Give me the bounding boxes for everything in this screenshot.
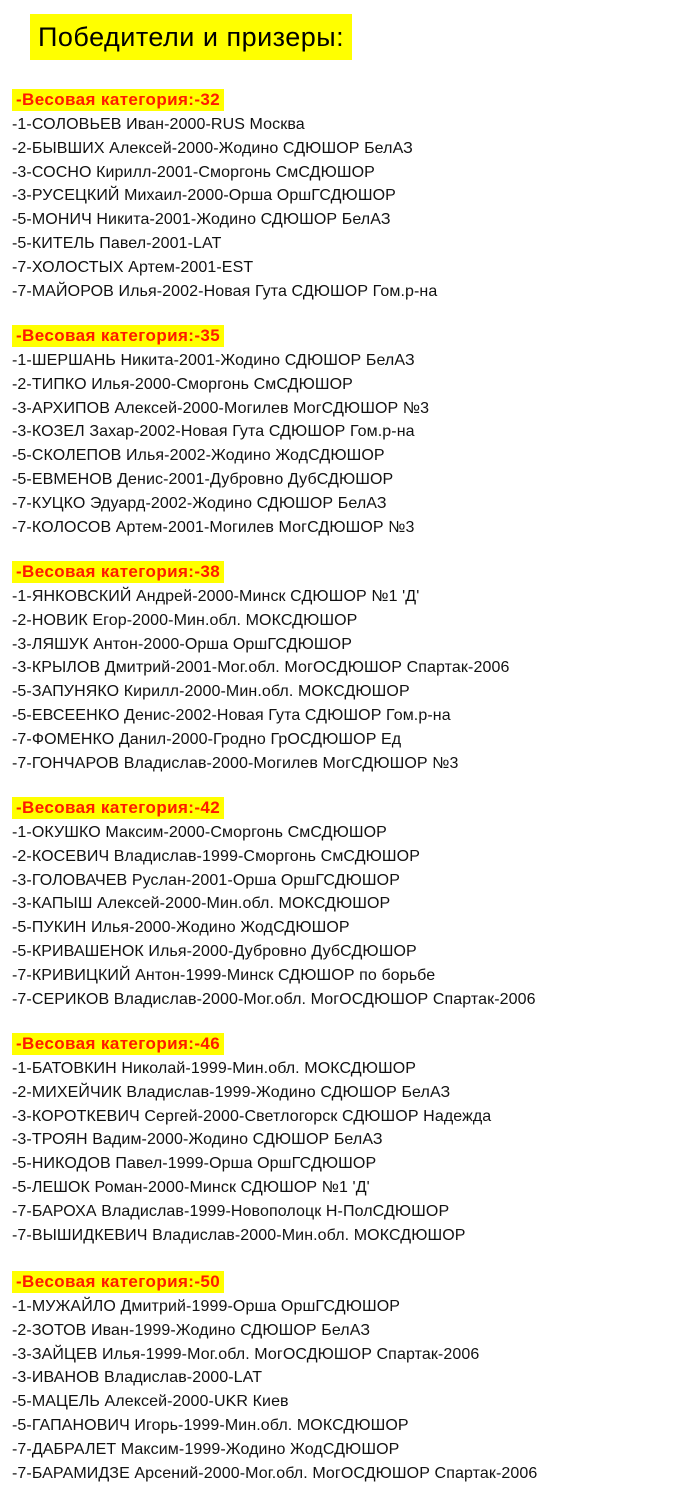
result-entry: -3-КРЫЛОВ Дмитрий-2001-Мог.обл. МогОСДЮШОР Спартак-2006 [12, 659, 510, 677]
weight-category-block [12, 797, 682, 1011]
result-entry: -5-ГАПАНОВИЧ Игорь-1999-Мин.обл. МОКСДЮШОР [12, 1416, 409, 1434]
weight-category-block [12, 1271, 682, 1485]
result-entry: -2-БЫВШИХ Алексей-2000-Жодино СДЮШОР БелАЗ [12, 139, 413, 157]
result-entry: -5-МОНИЧ Никита-2001-Жодино СДЮШОР БелАЗ [12, 211, 391, 229]
result-entry: -1-МУЖАЙЛО Дмитрий-1999-Орша ОршГСДЮШОР [12, 1298, 401, 1315]
result-entry: -5-НИКОДОВ Павел-1999-Орша ОршГСДЮШОР [12, 1155, 377, 1173]
result-entry: -2-НОВИК Егор-2000-Мин.обл. МОКСДЮШОР [12, 611, 358, 629]
weight-category-heading: -Весовая категория:-46 [12, 1033, 224, 1055]
result-entry: -3-ТРОЯН Вадим-2000-Жодино СДЮШОР БелАЗ [12, 1131, 383, 1149]
result-entry: -7-КУЦКО Эдуард-2002-Жодино СДЮШОР БелАЗ [12, 494, 387, 512]
result-entry: -3-КАПЫШ Алексей-2000-Мин.обл. МОКСДЮШОР [12, 895, 391, 913]
result-entry: -3-СОСНО Кирилл-2001-Сморгонь СмСДЮШОР [12, 163, 375, 181]
result-entry: -7-МАЙОРОВ Илья-2002-Новая Гута СДЮШОР Гом.р-на [12, 282, 438, 300]
result-entry: -1-ШЕРШАНЬ Никита-2001-Жодино СДЮШОР БелАЗ [12, 352, 415, 369]
results-list [12, 585, 682, 775]
result-entry: -7-КРИВИЦКИЙ Антон-1999-Минск СДЮШОР по борьбе [12, 966, 436, 984]
result-entry: -3-ЛЯШУК Антон-2000-Орша ОршГСДЮШОР [12, 635, 352, 653]
weight-category-heading: -Весовая категория:-50 [12, 1271, 224, 1293]
weight-category-heading: -Весовая категория:-32 [12, 89, 224, 111]
result-entry: -2-КОСЕВИЧ Владислав-1999-Сморгонь СмСДЮШОР [12, 847, 421, 865]
result-entry: -5-КИТЕЛЬ Павел-2001-LAT [12, 234, 222, 252]
results-list [12, 821, 682, 1011]
result-entry: -3-КОРОТКЕВИЧ Сергей-2000-Светлогорск СДЮШОР Надежда [12, 1107, 492, 1125]
result-entry: -1-СОЛОВЬЕВ Иван-2000-RUS Москва [12, 116, 305, 133]
weight-category-block [12, 561, 682, 775]
results-list [12, 349, 682, 539]
result-entry: -5-ЗАПУНЯКО Кирилл-2000-Мин.обл. МОКСДЮШОР [12, 683, 410, 701]
result-entry: -7-КОЛОСОВ Артем-2001-Могилев МогСДЮШОР №3 [12, 518, 415, 536]
result-entry: -5-СКОЛЕПОВ Илья-2002-Жодино ЖодСДЮШОР [12, 447, 385, 465]
page-title: Победители и призеры: [30, 14, 352, 60]
results-list [12, 113, 682, 303]
result-entry: -3-РУСЕЦКИЙ Михаил-2000-Орша ОршГСДЮШОР [12, 187, 396, 205]
result-entry: -7-ФОМЕНКО Данил-2000-Гродно ГрОСДЮШОР Ед [12, 730, 402, 748]
result-entry: -7-ВЫШИДКЕВИЧ Владислав-2000-Мин.обл. МОКСДЮШОР [12, 1226, 466, 1244]
result-entry: -7-БАРОХА Владислав-1999-Новополоцк Н-ПолСДЮШОР [12, 1202, 450, 1220]
result-entry: -3-КОЗЕЛ Захар-2002-Новая Гута СДЮШОР Гом.р-на [12, 423, 415, 441]
result-entry: -7-ДАБРАЛЕТ Максим-1999-Жодино ЖодСДЮШОР [12, 1440, 400, 1458]
results-list [12, 1057, 682, 1247]
result-entry: -5-ЕВСЕЕНКО Денис-2002-Новая Гута СДЮШОР Гом.р-на [12, 706, 451, 724]
result-entry: -5-ЕВМЕНОВ Денис-2001-Дубровно ДубСДЮШОР [12, 470, 394, 488]
results-list [12, 1295, 682, 1485]
result-entry: -2-МИХЕЙЧИК Владислав-1999-Жодино СДЮШОР БелАЗ [12, 1083, 451, 1101]
result-entry: -3-ЗАЙЦЕВ Илья-1999-Мог.обл. МогОСДЮШОР Спартак-2006 [12, 1345, 480, 1363]
weight-category-heading: -Весовая категория:-42 [12, 797, 224, 819]
weight-category-heading: -Весовая категория:-35 [12, 325, 224, 347]
result-entry: -1-БАТОВКИН Николай-1999-Мин.обл. МОКСДЮШОР [12, 1060, 417, 1077]
result-entry: -5-ПУКИН Илья-2000-Жодино ЖодСДЮШОР [12, 919, 350, 937]
result-entry: -7-СЕРИКОВ Владислав-2000-Мог.обл. МогОСДЮШОР Спартак-2006 [12, 990, 536, 1008]
result-entry: -5-КРИВАШЕНОК Илья-2000-Дубровно ДубСДЮШОР [12, 942, 417, 960]
weight-category-block [12, 325, 682, 539]
result-entry: -1-ОКУШКО Максим-2000-Сморгонь СмСДЮШОР [12, 824, 387, 841]
result-entry: -5-МАЦЕЛЬ Алексей-2000-UKR Киев [12, 1393, 289, 1411]
result-entry: -3-ИВАНОВ Владислав-2000-LAT [12, 1369, 263, 1387]
weight-category-block [12, 89, 682, 303]
result-entry: -7-БАРАМИДЗЕ Арсений-2000-Мог.обл. МогОСДЮШОР Спартак-2006 [12, 1464, 538, 1482]
result-entry: -1-ЯНКОВСКИЙ Андрей-2000-Минск СДЮШОР №1 'Д' [12, 588, 420, 605]
weight-category-heading: -Весовая категория:-38 [12, 561, 224, 583]
weight-category-block [12, 1033, 682, 1247]
result-entry: -7-ГОНЧАРОВ Владислав-2000-Могилев МогСДЮШОР №3 [12, 754, 459, 772]
result-entry: -2-ЗОТОВ Иван-1999-Жодино СДЮШОР БелАЗ [12, 1321, 371, 1339]
result-entry: -3-ГОЛОВАЧЕВ Руслан-2001-Орша ОршГСДЮШОР [12, 871, 400, 889]
result-entry: -2-ТИПКО Илья-2000-Сморгонь СмСДЮШОР [12, 375, 353, 393]
result-entry: -7-ХОЛОСТЫХ Артем-2001-EST [12, 258, 254, 276]
result-entry: -5-ЛЕШОК Роман-2000-Минск СДЮШОР №1 'Д' [12, 1178, 370, 1196]
result-entry: -3-АРХИПОВ Алексей-2000-Могилев МогСДЮШОР №3 [12, 399, 430, 417]
